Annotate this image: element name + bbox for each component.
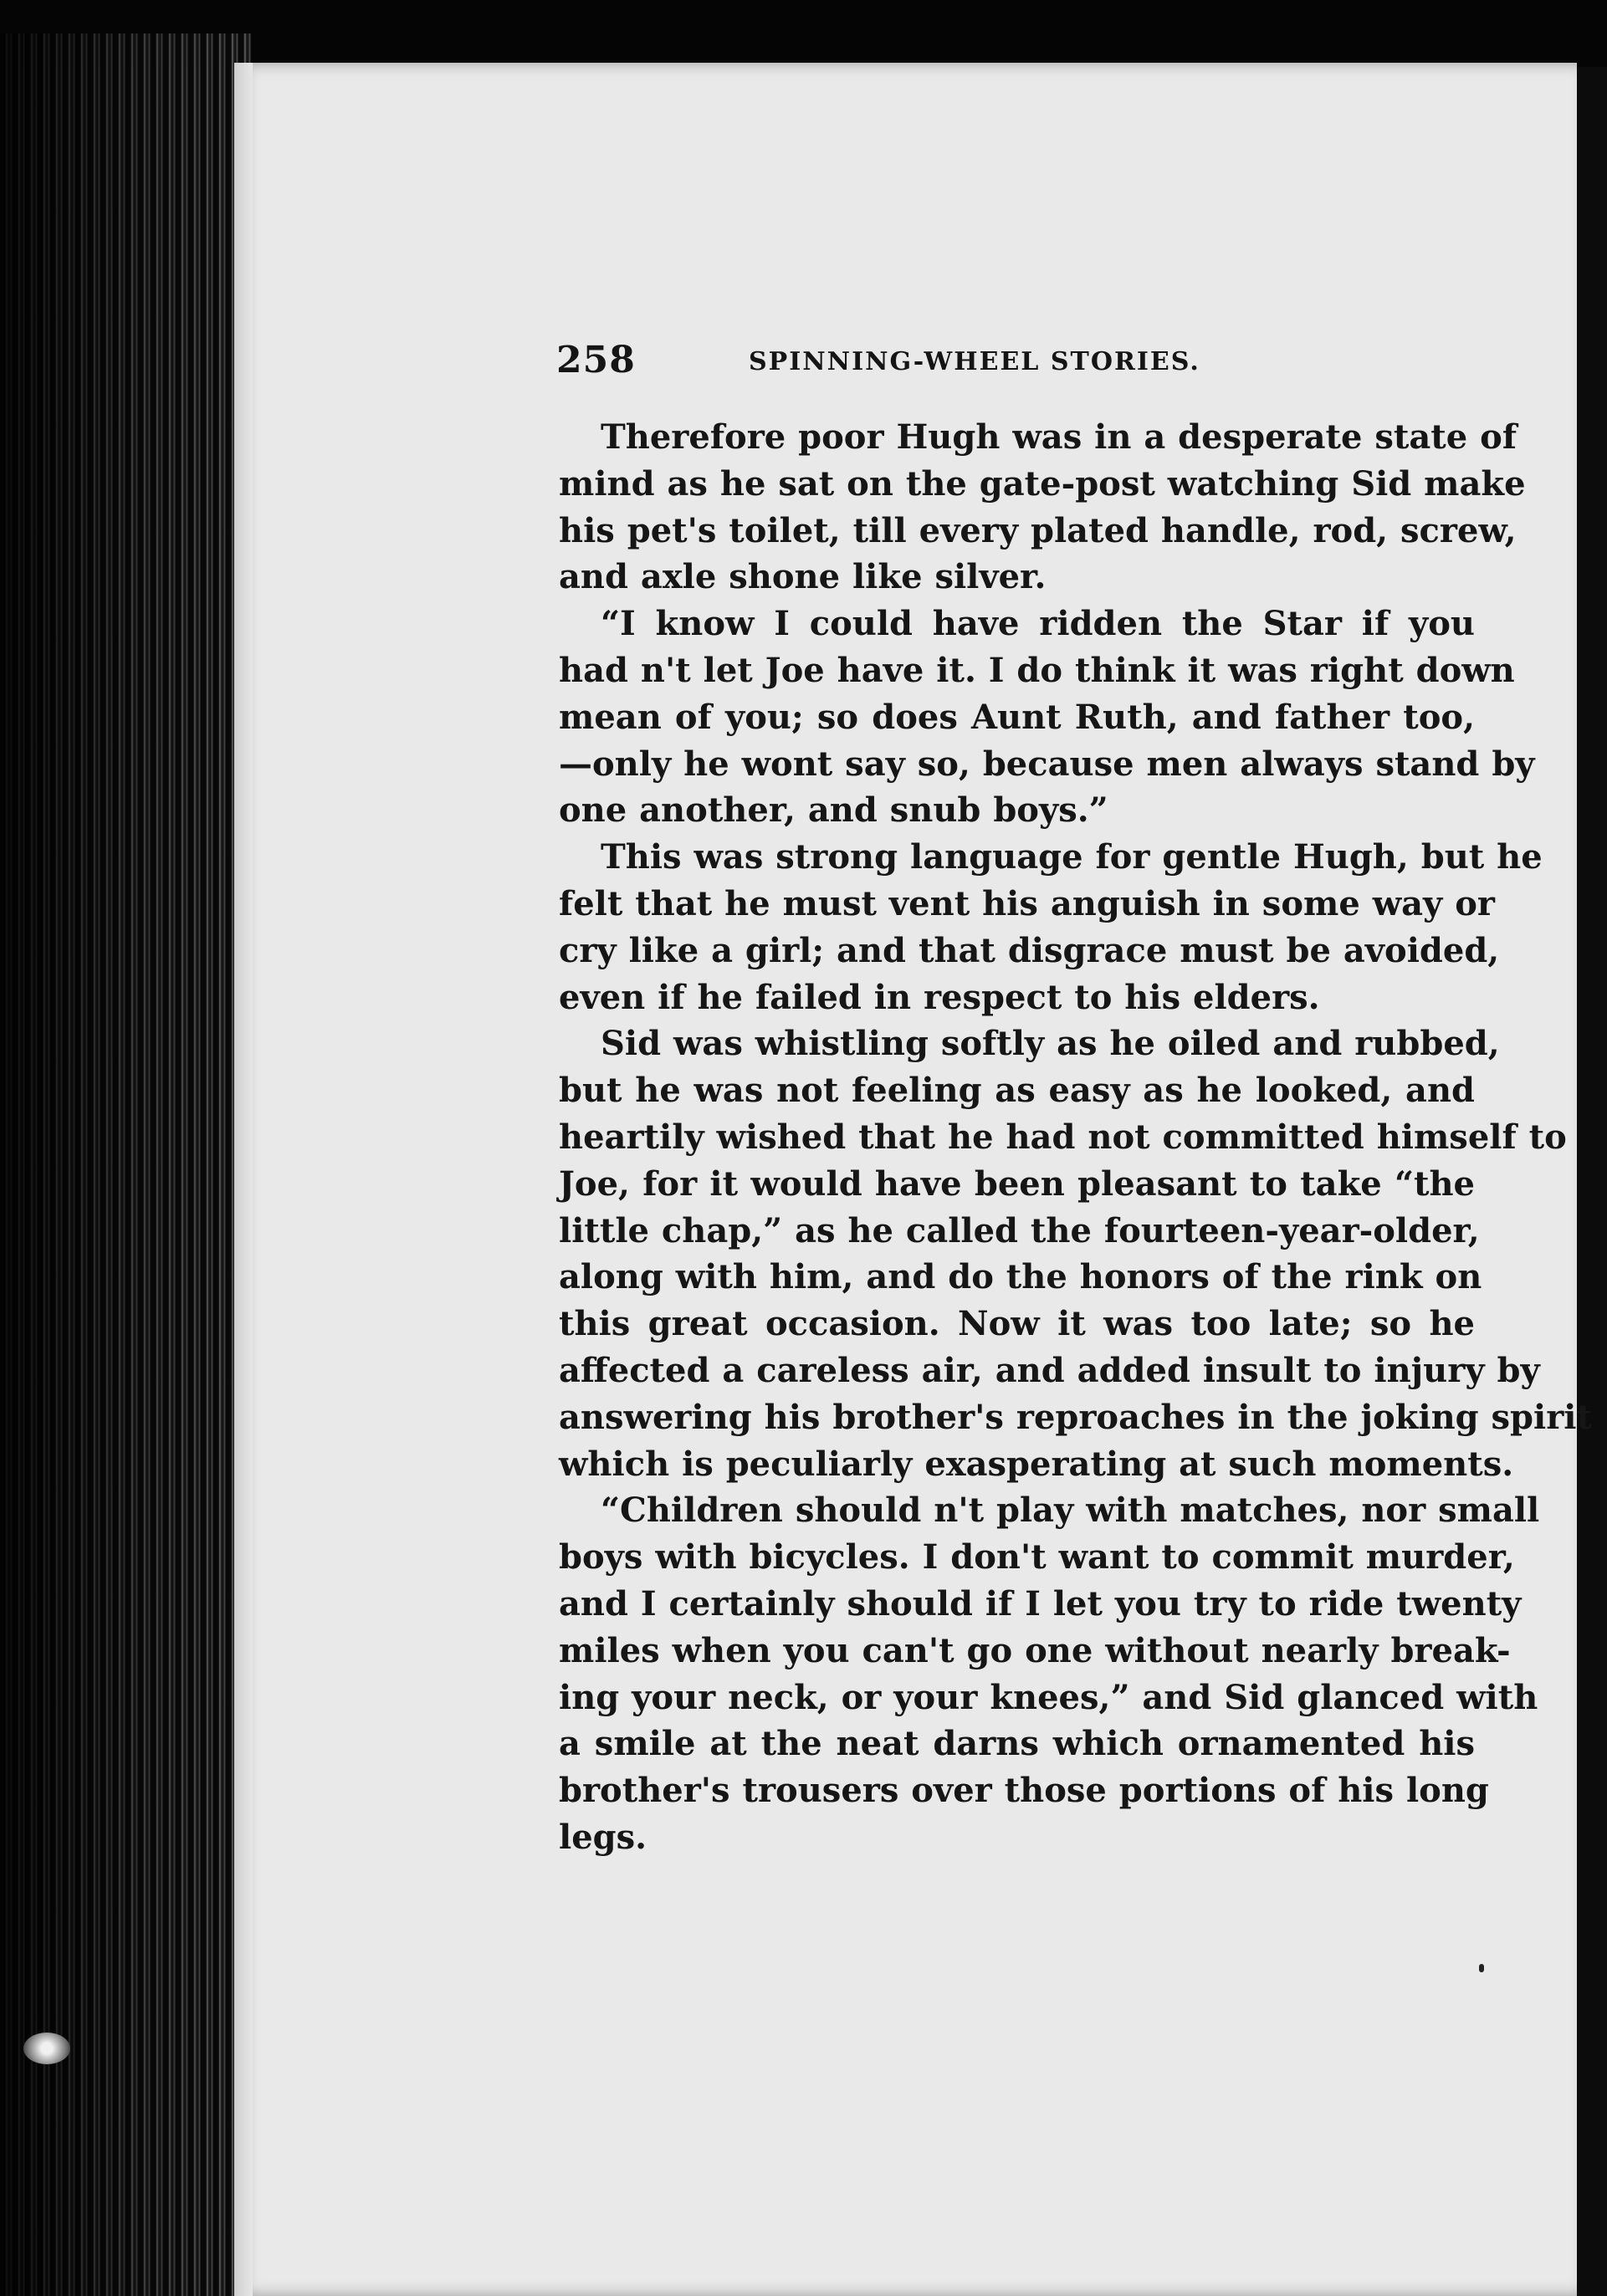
text-line: mean of you; so does Aunt Ruth, and father too, xyxy=(559,697,1475,737)
text-line: which is peculiarly exasperating at such moments. xyxy=(559,1444,1514,1484)
text-line: cry like a girl; and that disgrace must be avoided, xyxy=(559,930,1500,970)
paragraph-1 xyxy=(559,414,1526,601)
text-line: this great occasion. Now it was too late; so he xyxy=(559,1304,1475,1344)
text-line: along with him, and do the honors of the rink on xyxy=(559,1257,1482,1297)
paragraph-2 xyxy=(559,601,1535,834)
text-line: —only he wont say so, because men always stand by xyxy=(559,744,1535,784)
text-line: mind as he sat on the gate-post watching Sid make xyxy=(559,463,1526,504)
text-line: boys with bicycles. I don't want to commit murder, xyxy=(559,1537,1515,1578)
text-line: brother's trousers over those portions of his long xyxy=(559,1771,1489,1811)
page-gutter xyxy=(234,63,253,2296)
text-line: miles when you can't go one without nearly break- xyxy=(559,1630,1511,1670)
text-line: heartily wished that he had not committed himself to xyxy=(559,1117,1567,1157)
paragraph-3 xyxy=(559,834,1543,1020)
text-line: legs. xyxy=(559,1817,647,1857)
text-line: “Children should n't play with matches, nor small xyxy=(601,1491,1540,1531)
text-line: and I certainly should if I let you try to ride twenty xyxy=(559,1583,1522,1624)
text-line: answering his brother's reproaches in the joking spirit xyxy=(559,1397,1592,1437)
text-line: little chap,” as he called the fourteen-year-older, xyxy=(559,1210,1480,1250)
binding-clip xyxy=(23,2033,70,2064)
page-number: 258 xyxy=(556,339,636,381)
text-line: but he was not feeling as easy as he looked, and xyxy=(559,1071,1475,1111)
running-title: SPINNING-WHEEL STORIES. xyxy=(749,347,1200,376)
text-line: even if he failed in respect to his elders. xyxy=(559,977,1320,1017)
text-line: Therefore poor Hugh was in a desperate state of xyxy=(601,417,1517,457)
text-line: his pet's toilet, till every plated handle, rod, screw, xyxy=(559,510,1517,550)
body-text xyxy=(559,414,1592,1861)
text-line: Joe, for it would have been pleasant to take “the xyxy=(559,1163,1475,1204)
text-line: had n't let Joe have it. I do think it was right down xyxy=(559,650,1515,690)
text-line: ing your neck, or your knees,” and Sid glanced with xyxy=(559,1677,1538,1717)
text-line: a smile at the neat darns which ornamented his xyxy=(559,1724,1475,1764)
paragraph-5 xyxy=(559,1487,1540,1860)
text-line: “I know I could have ridden the Star if you xyxy=(601,604,1475,644)
text-line: felt that he must vent his anguish in some way or xyxy=(559,883,1495,923)
text-line: Sid was whistling softly as he oiled and rubbed, xyxy=(601,1024,1500,1064)
text-line: one another, and snub boys.” xyxy=(559,790,1108,831)
text-line: affected a careless air, and added insult to injury by xyxy=(559,1350,1540,1390)
book-page-edges-shade xyxy=(0,33,251,2296)
ink-speck xyxy=(1479,1964,1484,1972)
running-header xyxy=(556,339,1476,389)
text-line: and axle shone like silver. xyxy=(559,557,1047,597)
text-line: This was strong language for gentle Hugh, but he xyxy=(601,837,1543,877)
paragraph-4 xyxy=(559,1020,1592,1487)
